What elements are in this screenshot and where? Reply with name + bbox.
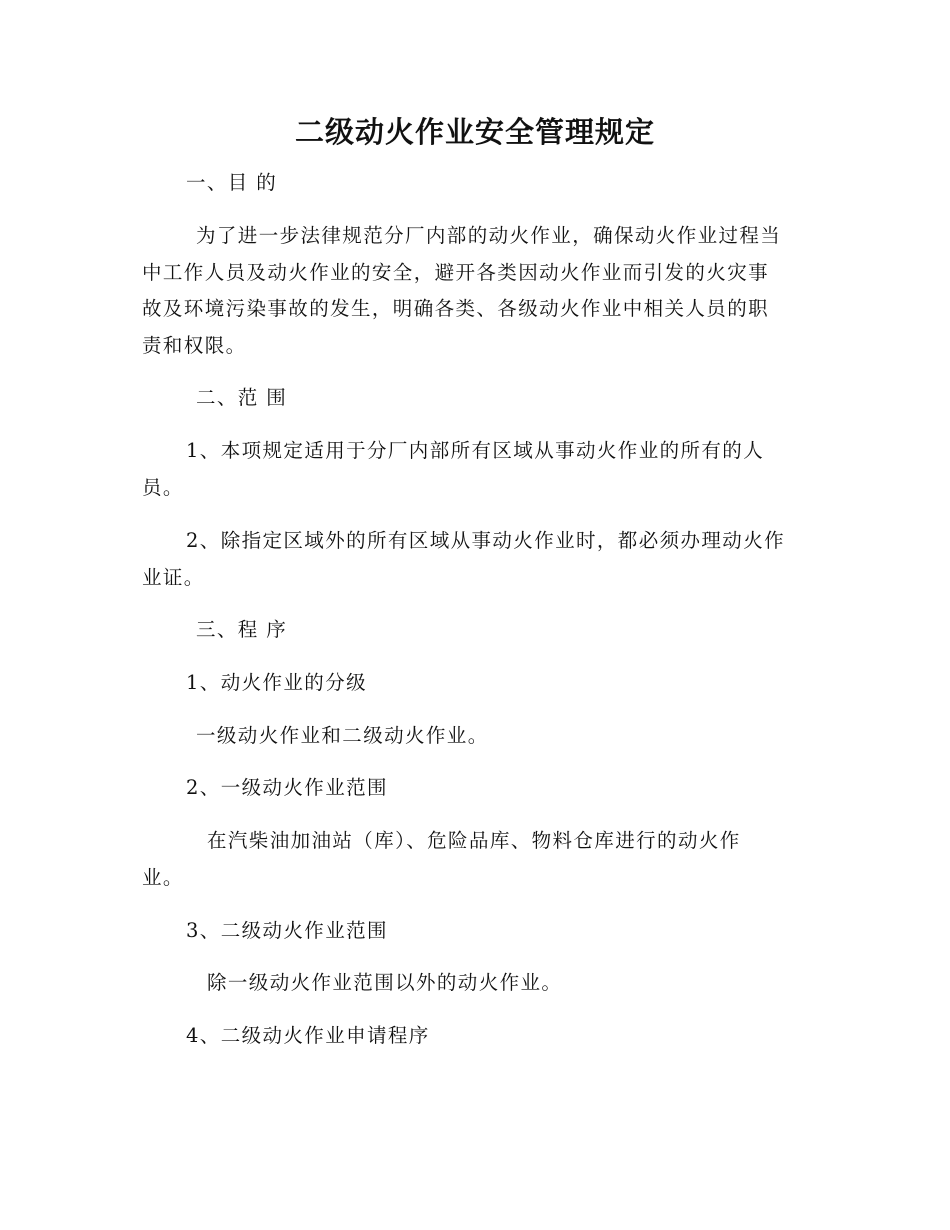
list-item-line: 业证。	[142, 566, 205, 589]
paragraph-line: 责和权限。	[142, 334, 247, 357]
list-item-line: 2、除指定区域外的所有区域从事动火作业时，都必须办理动火作	[186, 529, 786, 552]
subsection-heading: 2、一级动火作业范围	[186, 776, 388, 799]
subsection-body: 在汽柴油加油站（库）、危险品库、物料仓库进行的动火作	[207, 829, 741, 852]
list-item-line: 1、本项规定适用于分厂内部所有区域从事动火作业的所有的人	[186, 439, 765, 462]
subsection-heading: 3、二级动火作业范围	[186, 919, 388, 942]
document-title: 二级动火作业安全管理规定	[294, 115, 655, 149]
subsection-body: 除一级动火作业范围以外的动火作业。	[207, 971, 563, 994]
subsection-heading: 4、二级动火作业申请程序	[186, 1024, 430, 1047]
paragraph-line: 中工作人员及动火作业的安全，避开各类因动火作业而引发的火灾事	[142, 261, 770, 284]
paragraph-line: 故及环境污染事故的发生，明确各类、各级动火作业中相关人员的职	[142, 297, 770, 320]
subsection-heading: 1、动火作业的分级	[186, 671, 368, 694]
section-heading-scope: 二、范 围	[196, 386, 288, 409]
section-heading-purpose: 一、目 的	[186, 171, 278, 194]
list-item-line: 员。	[142, 476, 184, 499]
paragraph-line: 为了进一步法律规范分厂内部的动火作业，确保动火作业过程当	[196, 224, 782, 247]
section-heading-procedure: 三、程 序	[196, 618, 288, 641]
subsection-body: 业。	[142, 866, 184, 889]
subsection-body: 一级动火作业和二级动火作业。	[196, 724, 489, 747]
